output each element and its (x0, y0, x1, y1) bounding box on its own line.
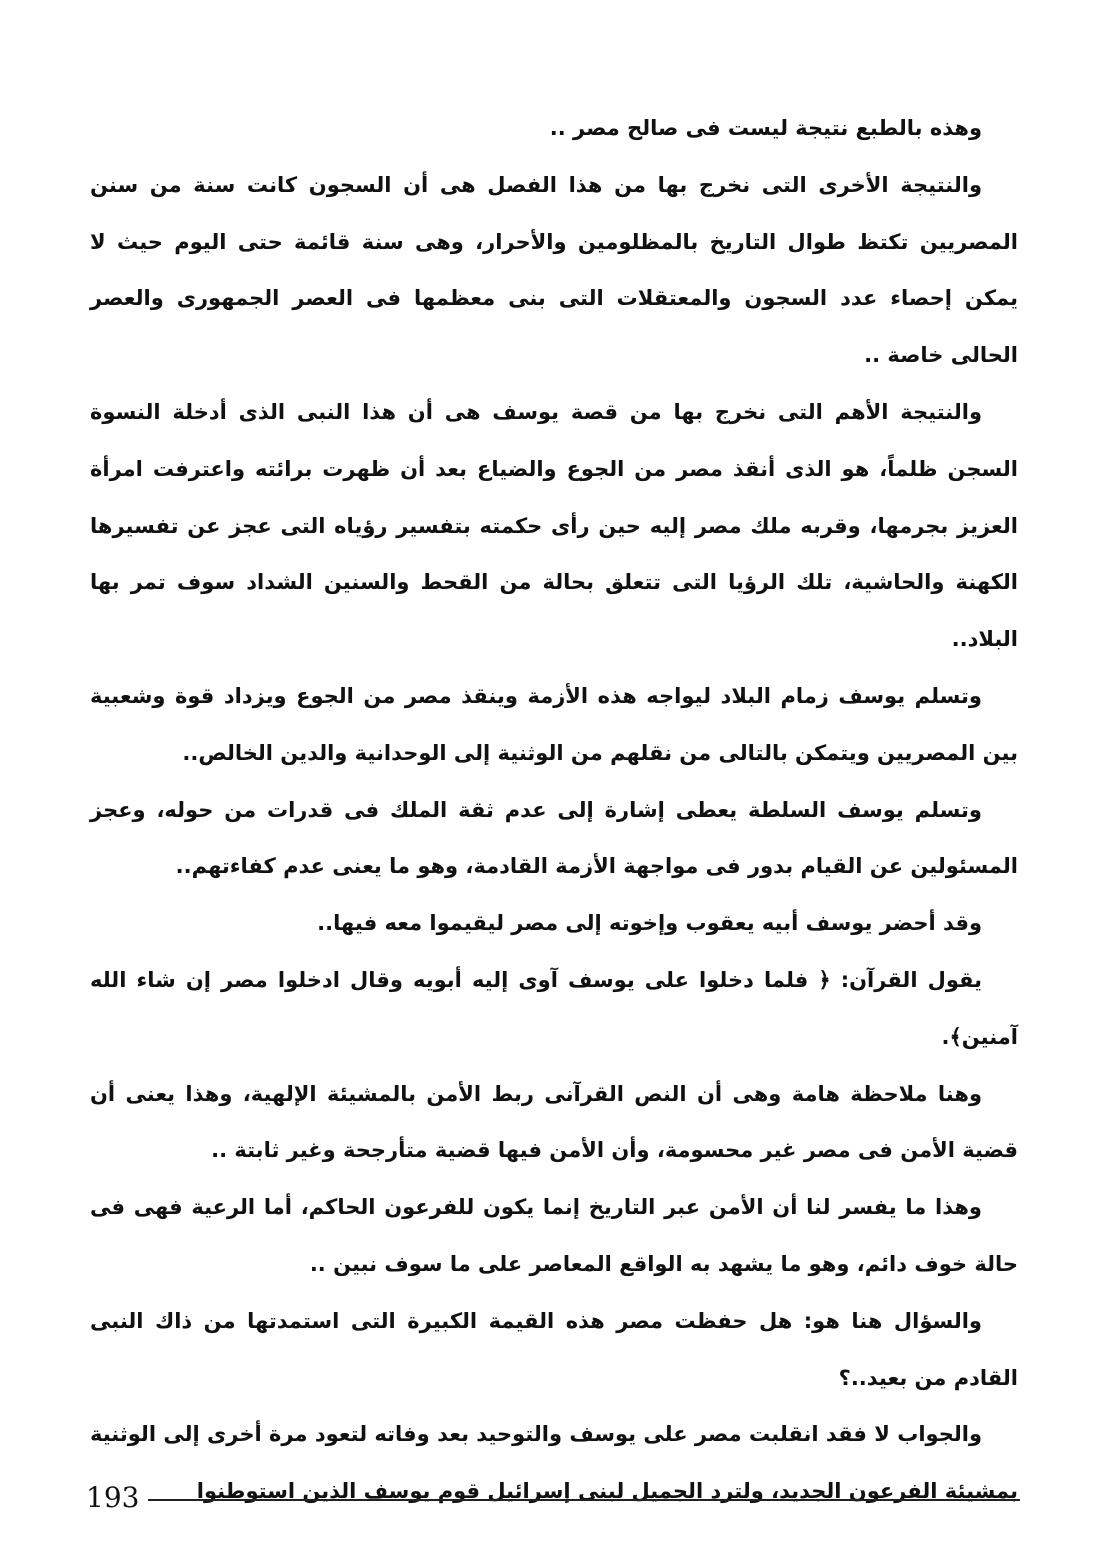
footer-rule (148, 1499, 1020, 1501)
paragraph-10: والسؤال هنا هو: هل حفظت مصر هذه القيمة الكبيرة التى استمدتها من ذاك النبى القادم من بعيد..؟ (90, 1308, 1018, 1390)
paragraph-2: والنتيجة الأخرى التى نخرج بها من هذا الفصل هى أن السجون كانت سنة من سنن المصريين تكتظ طوال التاريخ بالمظلومين والأحرار، وهى سنة قائمة حتى اليوم حيث لا يمكن إحصاء عدد السجون والمعتقلات التى بنى معظمها فى العصر الجمهورى والعصر الحالى خاصة .. (90, 172, 1018, 368)
paragraph-5: وتسلم يوسف السلطة يعطى إشارة إلى عدم ثقة الملك فى قدرات من حوله، وعجز المسئولين عن القيام بدور فى مواجهة الأزمة القادمة، وهو ما يعنى عدم كفاءتهم.. (90, 797, 1018, 879)
paragraph-6: وقد أحضر يوسف أبيه يعقوب وإخوته إلى مصر ليقيموا معه فيها.. (317, 911, 982, 936)
page-number: 193 (86, 1481, 140, 1514)
paragraph-9: وهذا ما يفسر لنا أن الأمن عبر التاريخ إنما يكون للفرعون الحاكم، أما الرعية فهى فى حالة خوف دائم، وهو ما يشهد به الواقع المعاصر على ما سوف نبين .. (90, 1195, 1018, 1276)
paragraph-11: والجواب لا فقد انقلبت مصر على يوسف والتوحيد بعد وفاته لتعود مرة أخرى إلى الوثنية بمشيئة الفرعون الجديد، ولترد الجميل لبنى إسرائيل قوم يوسف الذين استوطنوا (90, 1422, 1018, 1504)
paragraph-3: والنتيجة الأهم التى نخرج بها من قصة يوسف هى أن هذا النبى الذى أدخلة النسوة السجن ظلماً، هو الذى أنقذ مصر من الجوع والضياع بعد أن ظهرت برائته واعترفت امرأة العزيز بجرمها، وقربه ملك مصر إليه حين رأى حكمته بتفسير رؤياه التى عجز عن تفسيرها الكهنة والحاشية، تلك الرؤيا التى تتعلق بحالة من القحط والسنين الشداد سوف تمر بها البلاد.. (90, 399, 1018, 652)
paragraph-7-quran-quote: يقول القرآن: ﴿ فلما دخلوا على يوسف آوى إليه أبويه وقال ادخلوا مصر إن شاء الله آمنين﴾. (90, 967, 1018, 1049)
paragraph-1: وهذه بالطبع نتيجة ليست فى صالح مصر .. (549, 116, 982, 140)
body-text (90, 100, 1018, 1520)
page-footer (86, 1478, 1026, 1518)
paragraph-8: وهنا ملاحظة هامة وهى أن النص القرآنى ربط الأمن بالمشيئة الإلهية، وهذا يعنى أن قضية الأمن فى مصر غير محسومة، وأن الأمن فيها قضية متأرجحة وغير ثابتة .. (90, 1081, 1018, 1163)
paragraph-4: وتسلم يوسف زمام البلاد ليواجه هذه الأزمة وينقذ مصر من الجوع ويزداد قوة وشعبية بين المصريين ويتمكن بالتالى من نقلهم من الوثنية إلى الوحدانية والدين الخالص.. (90, 683, 1018, 765)
